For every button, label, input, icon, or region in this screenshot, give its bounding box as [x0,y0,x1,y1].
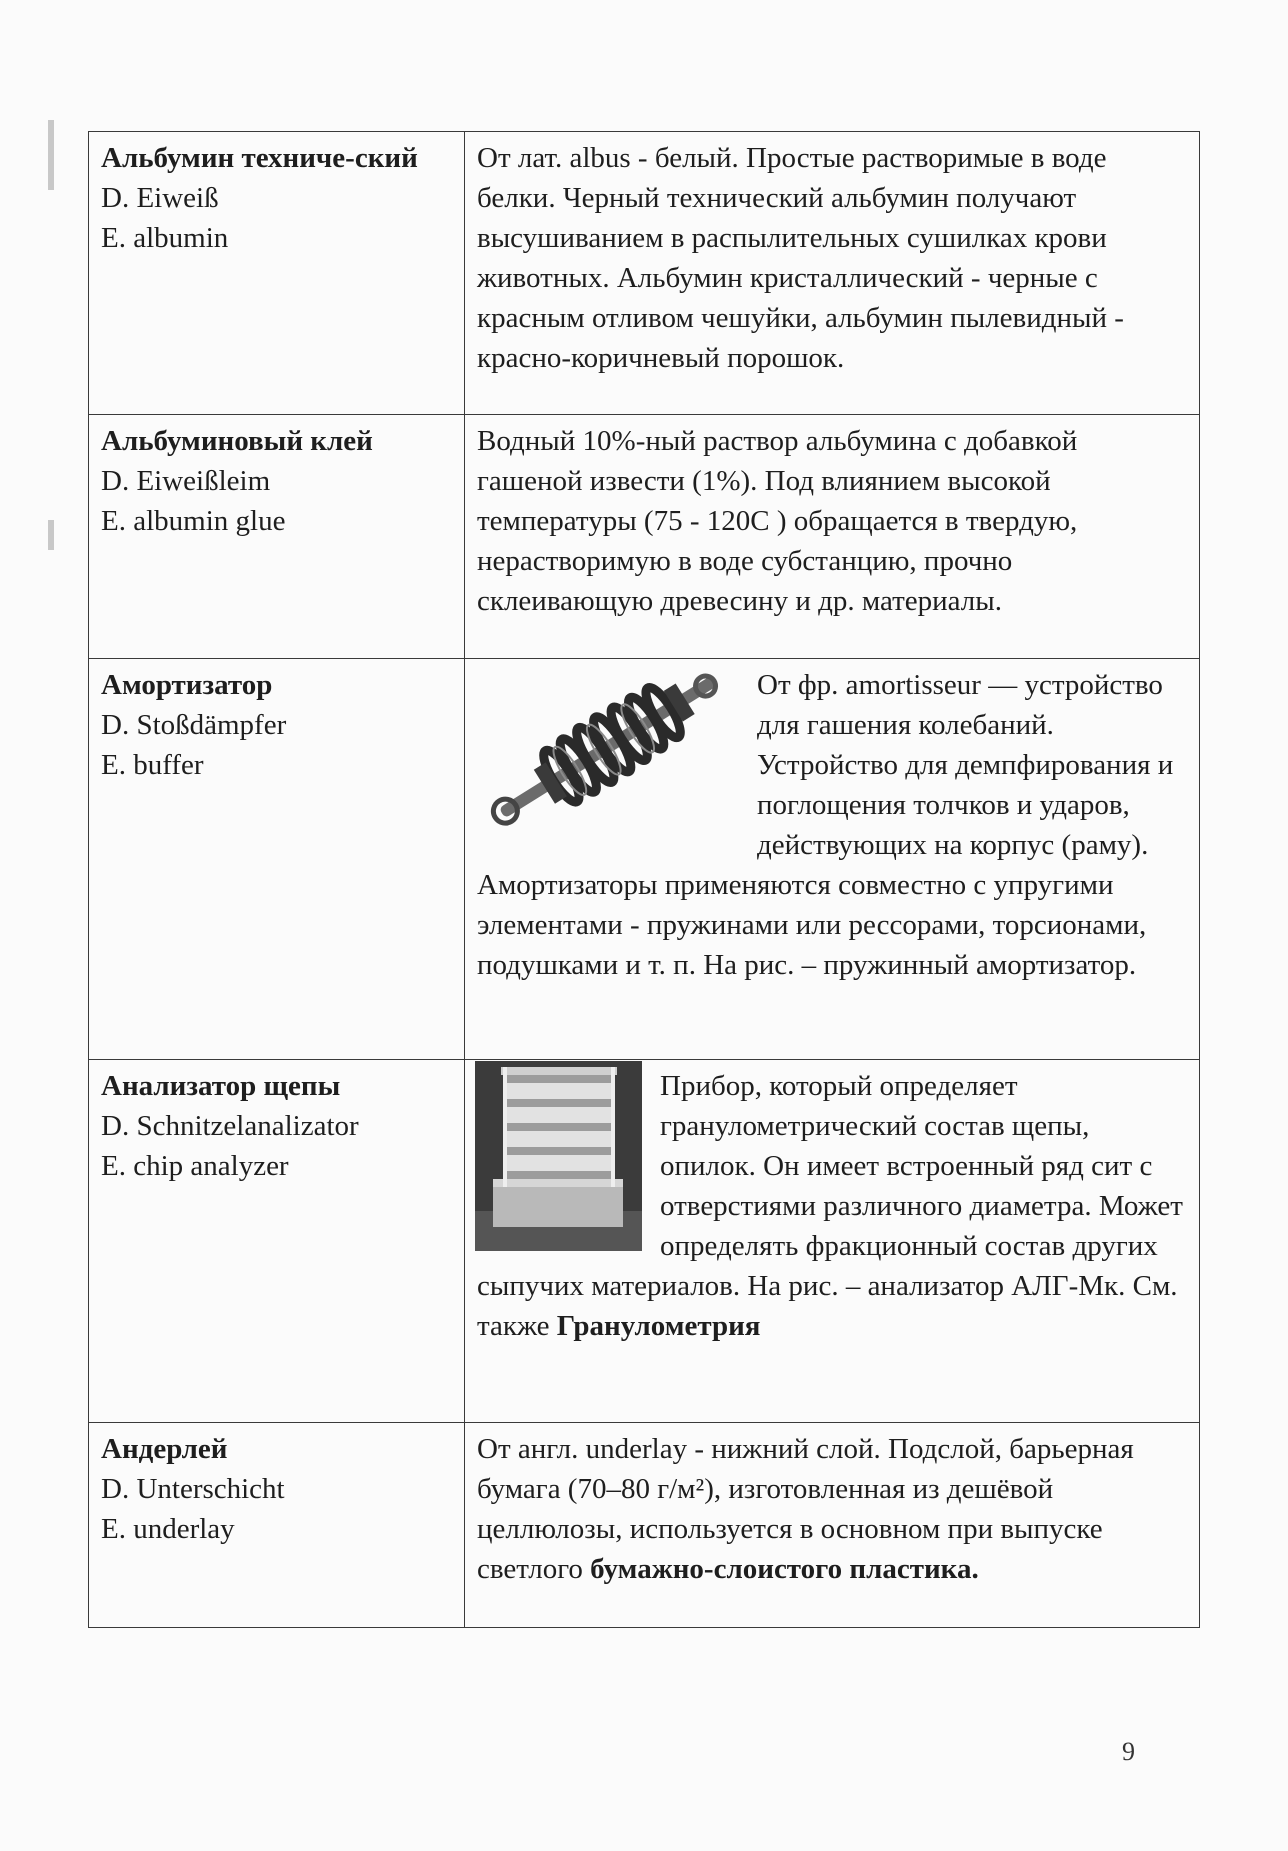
term-german: D. Eiweißleim [101,465,271,497]
term-heading: Амортизатор [101,669,273,701]
term-heading: Анализатор щепы [101,1070,341,1102]
term-cell [89,1060,465,1423]
scan-edge-mark [48,520,54,550]
term-german: D. Eiweiß [101,182,219,214]
term-cell [89,1423,465,1628]
term-cell [89,659,465,1060]
term-english: E. albumin glue [101,505,286,537]
table-row [89,1423,1200,1628]
term-german: D. Unterschicht [101,1473,285,1505]
definition-crossref: бумажно-слоистого пластика. [590,1553,979,1585]
shock-absorber-image [473,667,743,827]
term-cell [89,415,465,659]
definition-text: Прибор, который определяет гранулометрический состав щепы, опилок. Он имеет встроенный ряд сит с отверстиями различного диаметра. Может определять фракционный состав других сыпучих материалов. На рис. – анализатор АЛГ-Мк. См. также [477,1070,1183,1342]
term-english: E. chip analyzer [101,1150,289,1182]
definition-cell [465,1060,1200,1423]
term-german: D. Stoßdämpfer [101,709,287,741]
definition-text: От фр. amortisseur — устройство для гашения колебаний. Устройство для демпфирования и поглощения толчков и ударов, действующих на корпус (раму). Амортизаторы применяются совместно с упругими элементами - пружинами или рессорами, торсионами, подушками и т. п. На рис. – пружинный амортизатор. [477,669,1174,981]
term-english: E. buffer [101,749,204,781]
definition-crossref: Гранулометрия [556,1310,761,1342]
chip-analyzer-image [475,1061,642,1251]
definition-cell [465,1423,1200,1628]
term-english: E. underlay [101,1513,235,1545]
table-row [89,132,1200,415]
table-row [89,1060,1200,1423]
definition-cell [465,415,1200,659]
definition-text: От англ. underlay - нижний слой. Подслой, барьерная бумага (70–80 г/м²), изготовленная из дешёвой целлюлозы, используется в основном при выпуске светлого [477,1433,1134,1585]
term-german: D. Schnitzelanalizator [101,1110,359,1142]
glossary-table [88,131,1200,1628]
term-english: E. albumin [101,222,229,254]
table-row [89,659,1200,1060]
definition-text: Водный 10%-ный раствор альбумина с добавкой гашеной извести (1%). Под влиянием высокой температуры (75 - 120С ) обращается в твердую, нерастворимую в воде субстанцию, прочно склеивающую древесину и др. материалы. [477,425,1078,617]
definition-cell [465,659,1200,1060]
term-heading: Андерлей [101,1433,228,1465]
term-heading: Альбуминовый клей [101,425,373,457]
scan-edge-mark [48,120,54,190]
definition-cell [465,132,1200,415]
table-row [89,415,1200,659]
term-heading: Альбумин техниче-ский [101,142,418,174]
definition-text: От лат. albus - белый. Простые растворимые в воде белки. Черный технический альбумин получают высушиванием в распылительных сушилках крови животных. Альбумин кристаллический - черные с красным отливом чешуйки, альбумин пылевидный - красно-коричневый порошок. [477,142,1124,374]
term-cell [89,132,465,415]
page-number: 9 [1122,1737,1135,1766]
